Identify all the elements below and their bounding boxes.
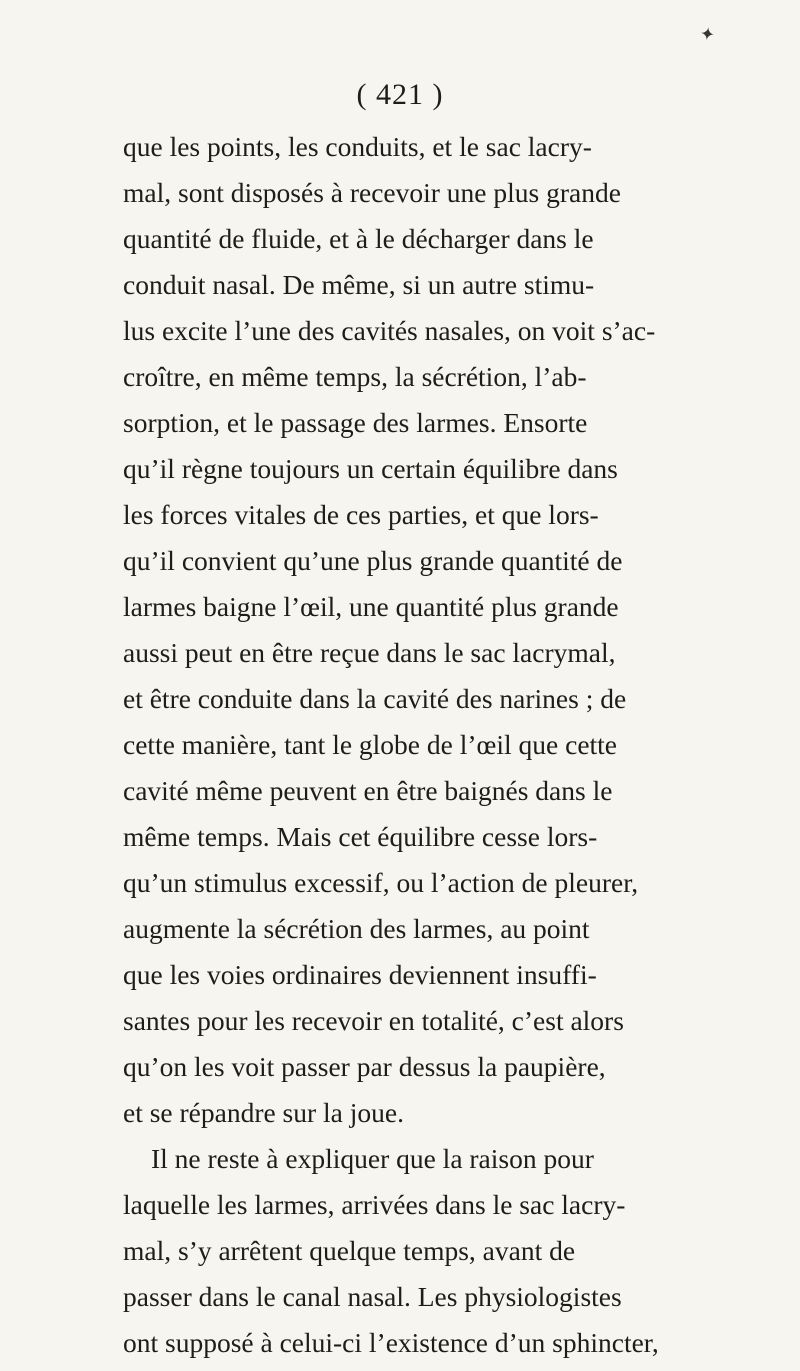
text-line: que les points, les conduits, et le sac lacry- [123,131,592,162]
text-line: Il ne reste à expliquer que la raison pour [151,1143,594,1174]
text-line: et être conduite dans la cavité des narines ; de [123,683,627,714]
text-line: santes pour les recevoir en totalité, c’est alors [123,1005,624,1036]
text-line: qu’on les voit passer par dessus la paupière, [123,1051,606,1082]
text-line: conduit nasal. De même, si un autre stimu- [123,269,595,300]
text-line: cavité même peuvent en être baignés dans le [123,775,613,806]
text-line: larmes baigne l’œil, une quantité plus grande [123,591,619,622]
text-line: que les voies ordinaires deviennent insuffi- [123,959,597,990]
text-line: qu’un stimulus excessif, ou l’action de pleurer, [123,867,639,898]
text-line: et se répandre sur la joue. [123,1097,404,1128]
body-text [123,124,703,1366]
text-line: croître, en même temps, la sécrétion, l’ab- [123,361,587,392]
text-line: passer dans le canal nasal. Les physiologistes [123,1281,622,1312]
text-line: ont supposé à celui-ci l’existence d’un sphincter, [123,1327,659,1358]
ink-speck-icon: ✦ [698,23,717,46]
text-line: sorption, et le passage des larmes. Ensorte [123,407,588,438]
text-line: les forces vitales de ces parties, et que lors- [123,499,599,530]
text-line: laquelle les larmes, arrivées dans le sac lacry- [123,1189,626,1220]
text-line: aussi peut en être reçue dans le sac lacrymal, [123,637,616,668]
text-line: mal, sont disposés à recevoir une plus grande [123,177,621,208]
page-number: ( 421 ) [356,78,444,111]
text-line: qu’il convient qu’une plus grande quantité de [123,545,623,576]
text-line: cette manière, tant le globe de l’œil que cette [123,729,618,760]
text-line: lus excite l’une des cavités nasales, on voit s’ac- [123,315,656,346]
text-line: même temps. Mais cet équilibre cesse lors- [123,821,598,852]
text-line: augmente la sécrétion des larmes, au point [123,913,590,944]
text-line: mal, s’y arrêtent quelque temps, avant de [123,1235,576,1266]
text-line: qu’il règne toujours un certain équilibre dans [123,453,618,484]
text-line: quantité de fluide, et à le décharger dans le [123,223,594,254]
